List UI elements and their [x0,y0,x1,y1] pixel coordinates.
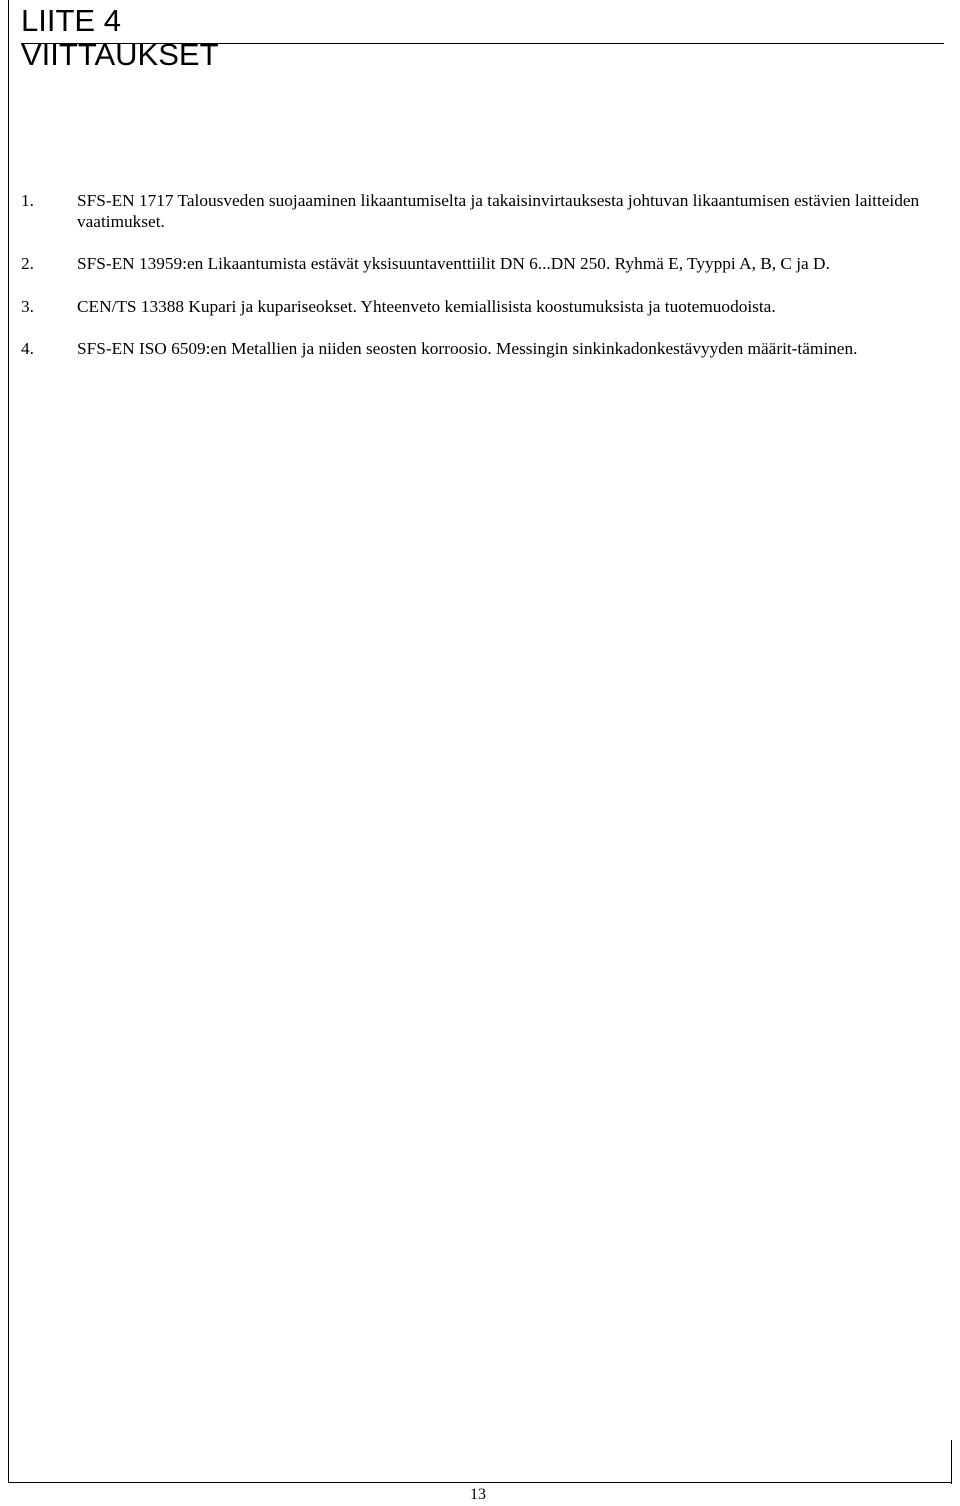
reference-text: SFS-EN 1717 Talousveden suojaaminen likaantumiselta ja takaisinvirtauksesta johtuvan likaantumisen estävien laitteiden vaatimukset. [77,191,920,231]
page-heading [21,4,219,72]
reference-number: 3. [21,296,34,316]
page-frame-bottom-line [8,1482,952,1483]
reference-text: CEN/TS 13388 Kupari ja kupariseokset. Yhteenveto kemiallisista koostumuksista ja tuotemuodoista. [77,296,776,316]
reference-item [21,191,926,232]
appendix-label: LIITE 4 [21,3,121,38]
page-frame-left-line [8,0,9,1482]
reference-list [21,191,926,382]
page-number: 13 [470,1486,486,1503]
reference-item [21,254,926,275]
reference-text: SFS-EN 13959:en Likaantumista estävät yksisuuntaventtiilit DN 6...DN 250. Ryhmä E, Tyyppi A, B, C ja D. [77,254,830,273]
reference-number: 1. [21,191,34,210]
reference-number: 2. [21,254,34,273]
reference-item [21,297,926,318]
reference-text: SFS-EN ISO 6509:en Metallien ja niiden seosten korroosio. Messingin sinkinkadonkestävyyden määrit-täminen. [77,339,858,358]
section-title: VIITTAUKSET [21,37,219,72]
page-frame-right-line [951,1440,952,1484]
reference-number: 4. [21,339,34,358]
reference-item [21,339,926,360]
heading-rule [21,43,944,44]
